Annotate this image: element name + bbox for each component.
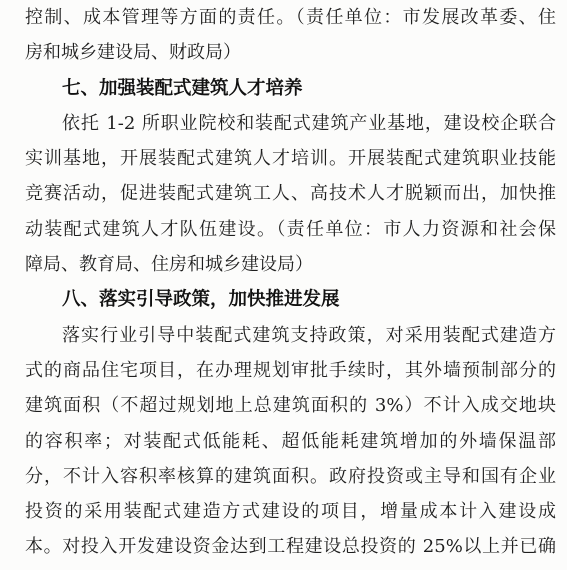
section-8 <box>25 282 556 564</box>
text-line: 依托 1-2 所职业院校和装配式建筑产业基地，建设校企联合 <box>62 112 556 134</box>
text-line: 建筑面积（不超过规划地上总建筑面积的 3%）不计入成交地块 <box>25 395 556 417</box>
section-7 <box>25 71 556 283</box>
document-page <box>25 0 556 565</box>
text-line: 式的商品住宅项目，在办理规划审批手续时，其外墙预制部分的 <box>25 359 556 381</box>
section-heading: 七、加强装配式建筑人才培养 <box>62 77 303 99</box>
text-line: 的容积率；对装配式低能耗、超低能耗建筑增加的外墙保温部 <box>25 430 556 452</box>
text-line: 投资的采用装配式建造方式建设的项目，增量成本计入建设成 <box>25 501 556 523</box>
section-heading: 八、落实引导政策，加快推进发展 <box>62 289 340 311</box>
text-line: 分，不计入容积率核算的建筑面积。政府投资或主导和国有企业 <box>25 465 556 487</box>
text-line: 竞赛活动，促进装配式建筑工人、高技术人才脱颖而出，加快推 <box>25 183 556 205</box>
continuation-paragraph <box>25 0 556 71</box>
text-line: 动装配式建筑人才队伍建设。（责任单位：市人力资源和社会保 <box>25 218 556 240</box>
text-line: 房和城乡建设局、财政局） <box>25 42 241 64</box>
text-line: 落实行业引导中装配式建筑支持政策，对采用装配式建造方 <box>62 324 556 346</box>
text-line: 障局、教育局、住房和城乡建设局） <box>25 254 313 276</box>
text-line: 实训基地，开展装配式建筑人才培训。开展装配式建筑职业技能 <box>25 148 556 170</box>
text-line: 控制、成本管理等方面的责任。（责任单位：市发展改革委、住 <box>25 7 556 28</box>
text-line: 本。对投入开发建设资金达到工程建设总投资的 25%以上并已确 <box>25 536 556 558</box>
